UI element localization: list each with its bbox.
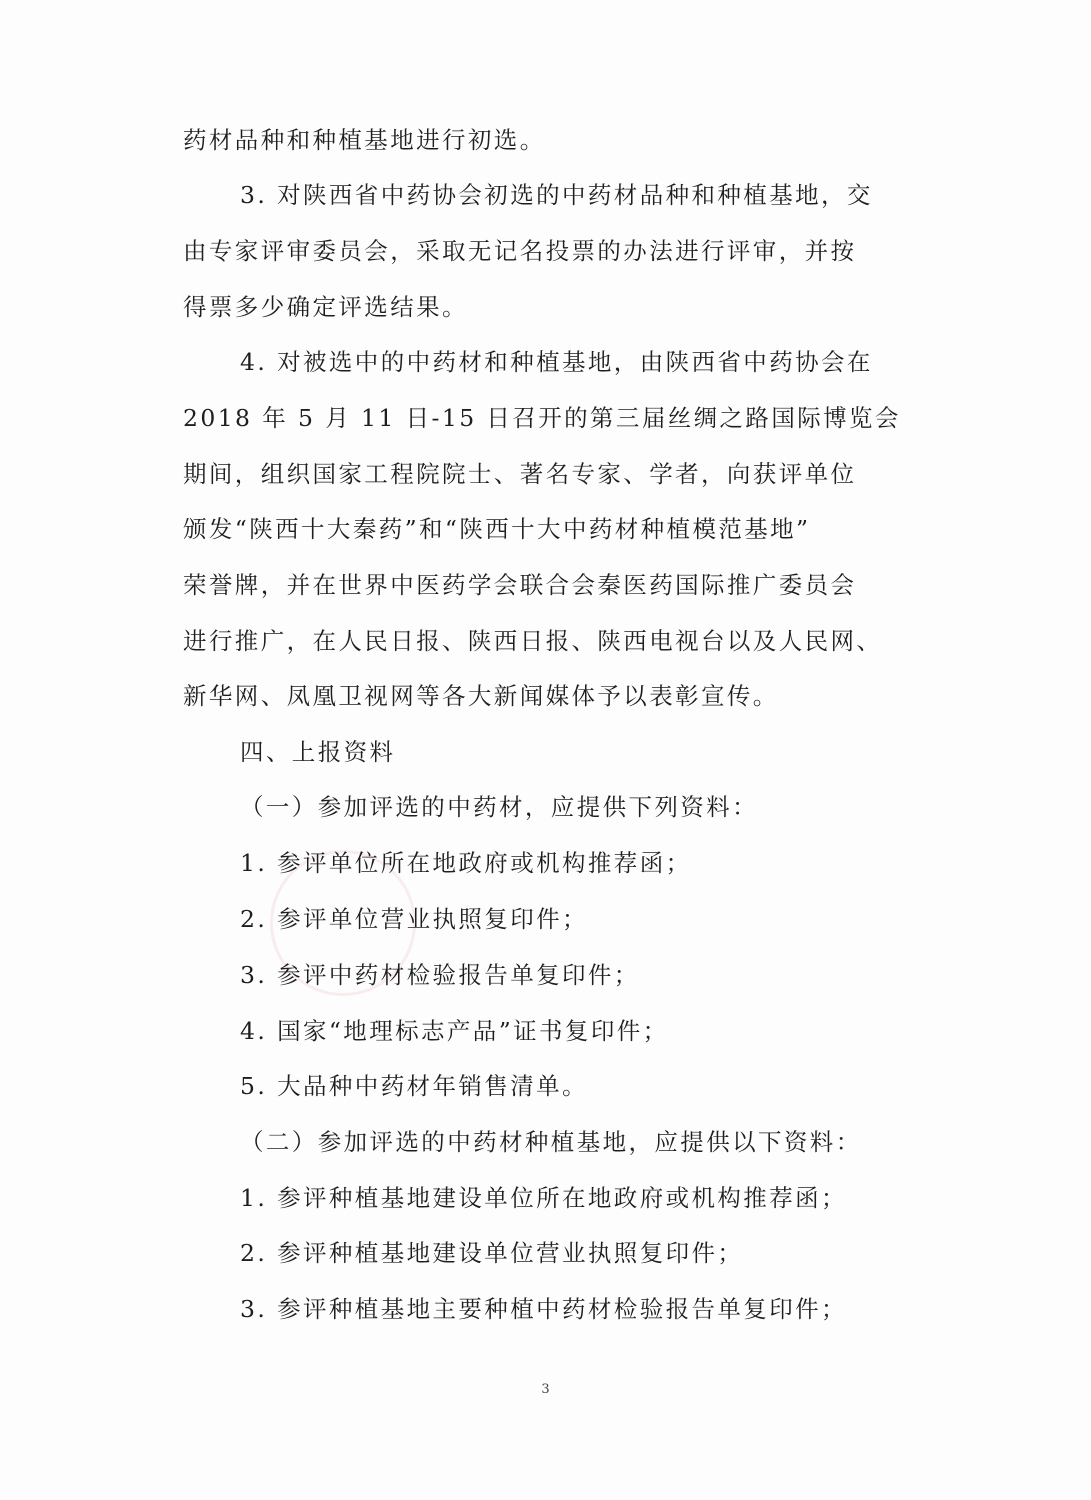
list-item: 2. 参评种植基地建设单位营业执照复印件； <box>240 1239 744 1267</box>
text-line: 由专家评审委员会，采取无记名投票的办法进行评审，并按 <box>183 237 857 265</box>
list-item: 1. 参评种植基地建设单位所在地政府或机构推荐函； <box>240 1184 847 1212</box>
page-number: 3 <box>541 1382 550 1397</box>
text-line: 期间，组织国家工程院院士、著名专家、学者，向获评单位 <box>183 460 857 488</box>
list-item: 2. 参评单位营业执照复印件； <box>240 905 588 933</box>
text-line: 进行推广，在人民日报、陕西日报、陕西电视台以及人民网、 <box>183 627 883 655</box>
list-item: 4. 国家“地理标志产品”证书复印件； <box>240 1017 669 1045</box>
list-item: 5. 大品种中药材年销售清单。 <box>240 1072 588 1100</box>
list-item: 1. 参评单位所在地政府或机构推荐函； <box>240 849 692 877</box>
text-line: 得票多少确定评选结果。 <box>183 293 468 321</box>
subsection-heading: （二）参加评选的中药材种植基地，应提供以下资料： <box>240 1128 862 1156</box>
section-heading: 四、上报资料 <box>240 738 396 766</box>
list-item: 3. 参评中药材检验报告单复印件； <box>240 961 640 989</box>
text-line: 4. 对被选中的中药材和种植基地，由陕西省中药协会在 <box>240 348 873 376</box>
text-line: 颁发“陕西十大秦药”和“陕西十大中药材种植模范基地” <box>183 515 811 543</box>
text-line: 新华网、凤凰卫视网等各大新闻媒体予以表彰宣传。 <box>183 682 779 710</box>
text-line: 2018 年 5 月 11 日-15 日召开的第三届丝绸之路国际博览会 <box>183 404 901 432</box>
list-item: 3. 参评种植基地主要种植中药材检验报告单复印件； <box>240 1295 847 1323</box>
subsection-heading: （一）参加评选的中药材，应提供下列资料： <box>240 793 758 821</box>
text-line: 3. 对陕西省中药协会初选的中药材品种和种植基地，交 <box>240 181 873 209</box>
text-line: 荣誉牌，并在世界中医药学会联合会秦医药国际推广委员会 <box>183 571 857 599</box>
text-line: 药材品种和种植基地进行初选。 <box>183 126 546 154</box>
